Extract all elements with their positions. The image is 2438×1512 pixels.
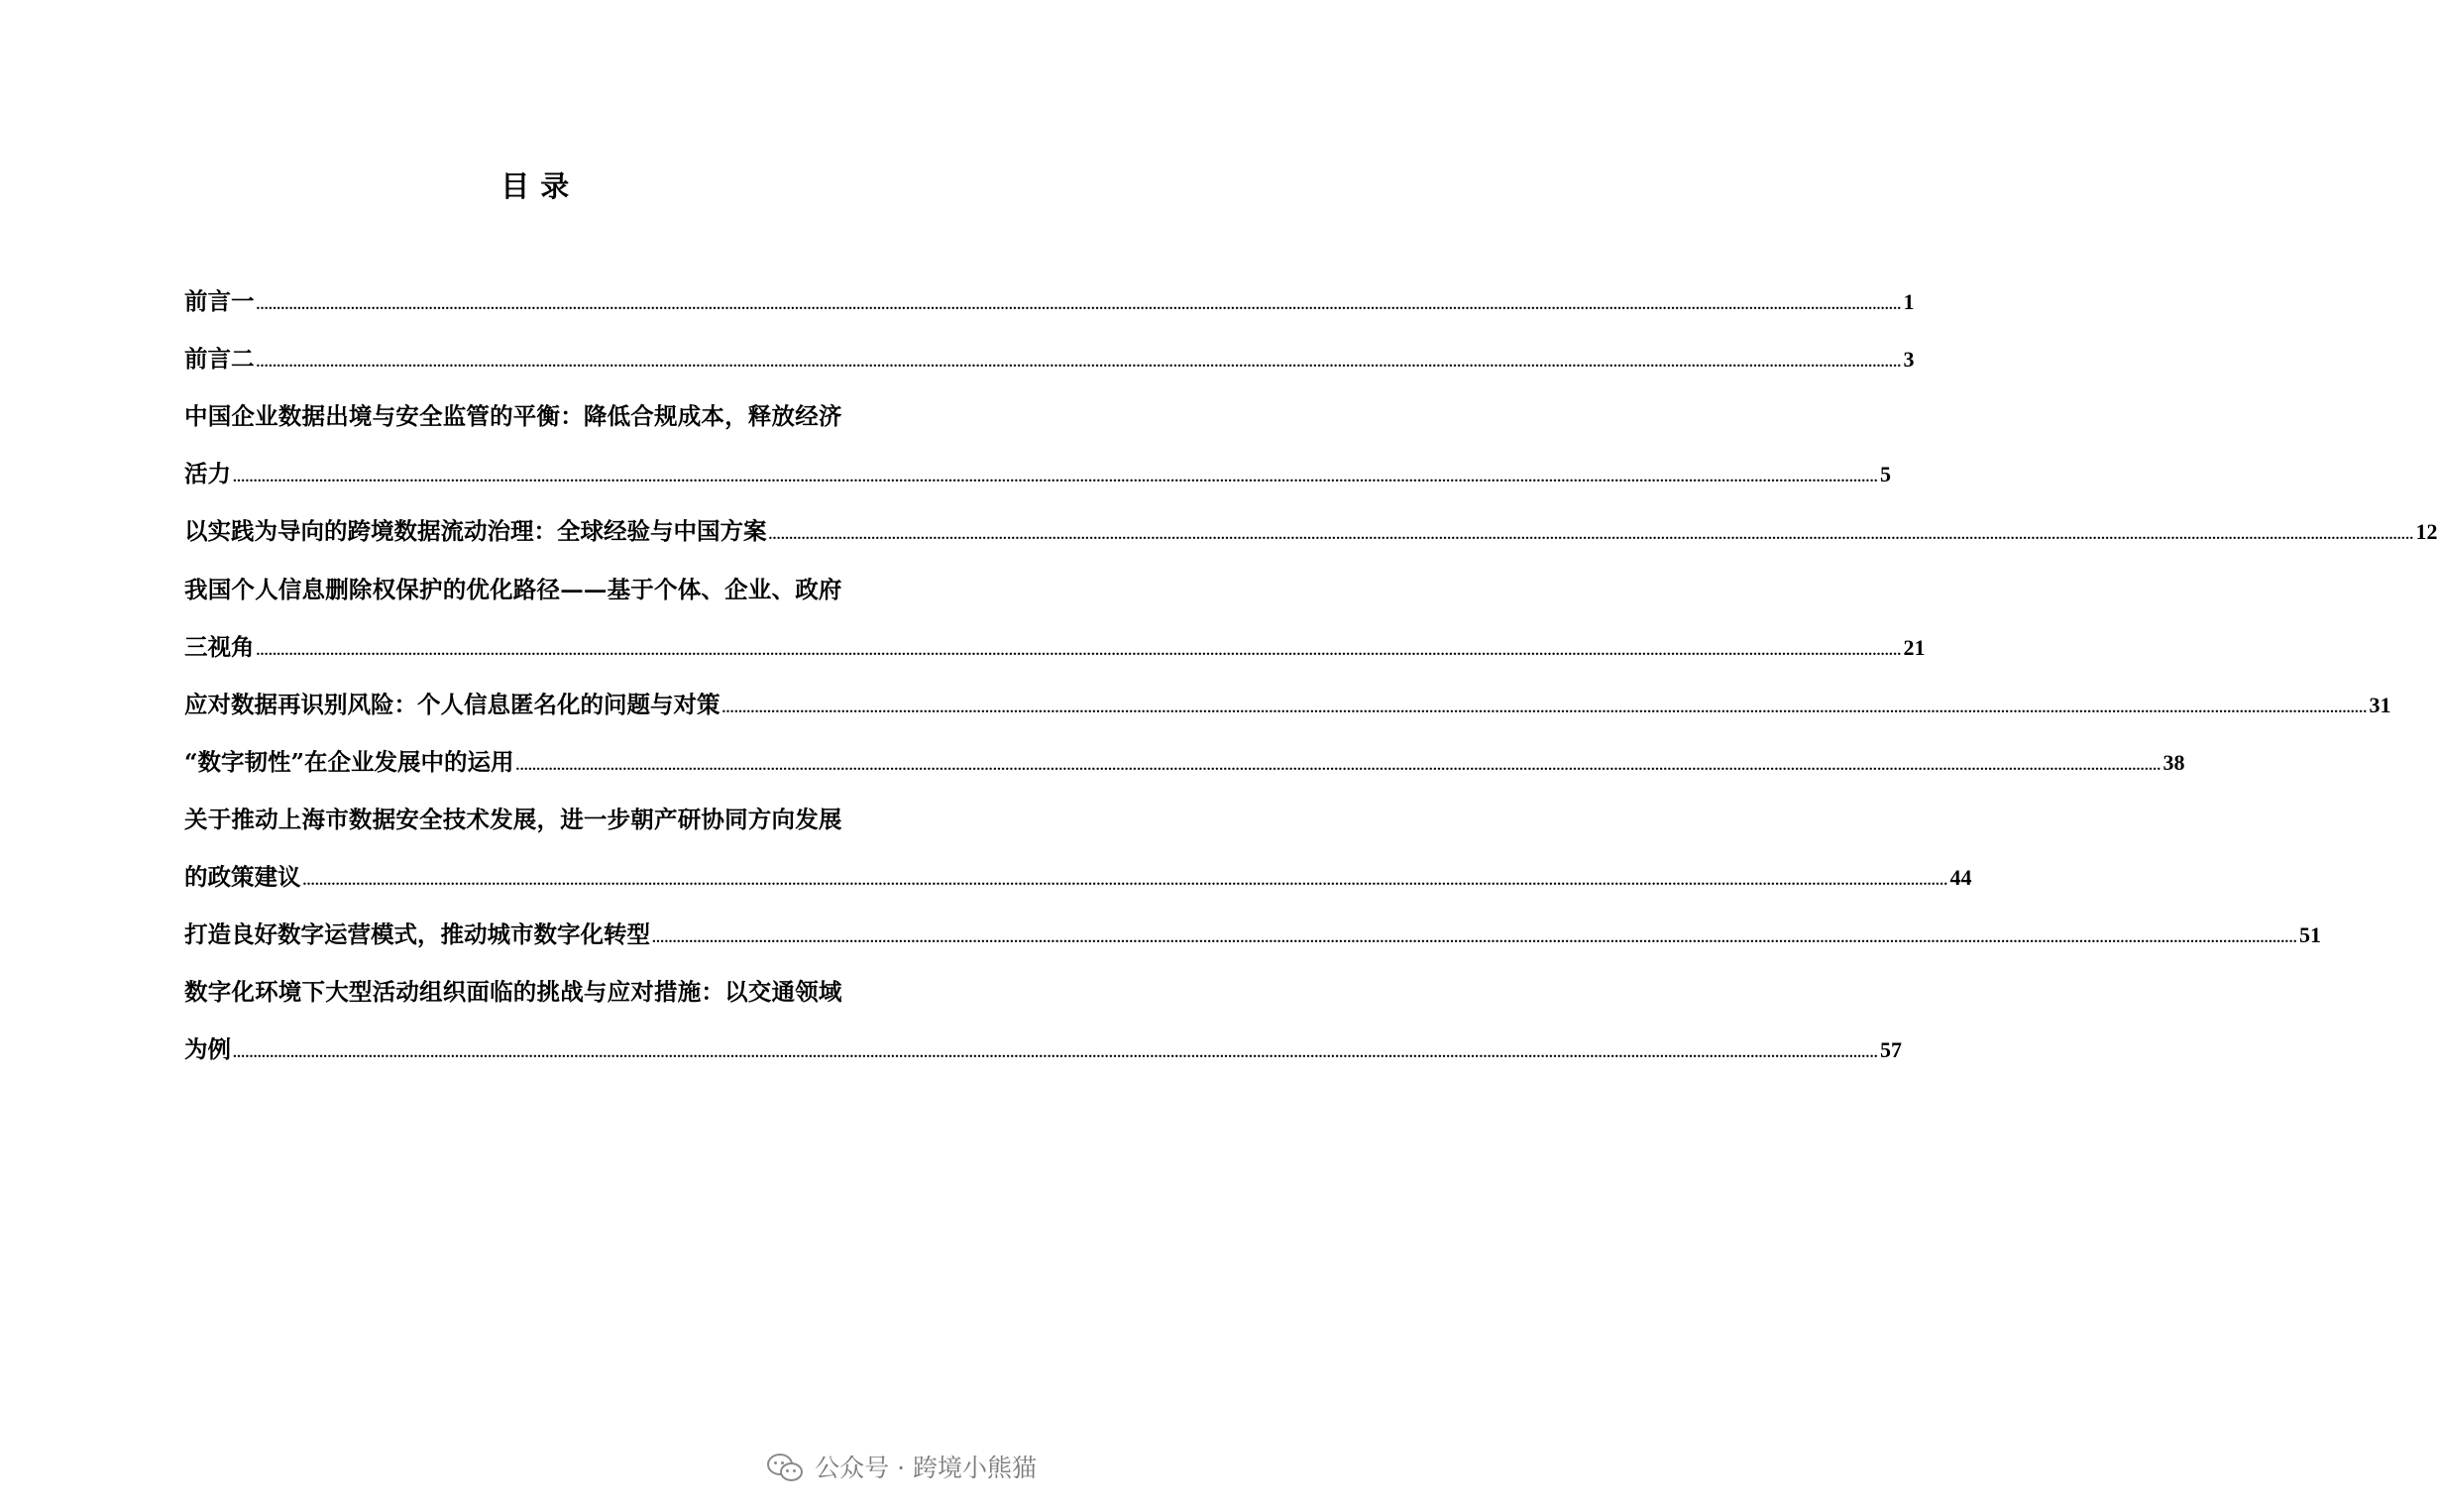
toc-page-number: 51 xyxy=(2299,922,2321,948)
toc-page-number: 12 xyxy=(2415,519,2438,545)
toc-dot-leader: ................................................................................................................................................................................................................................................................................................................................................................................................................ xyxy=(256,297,1902,313)
toc-entry[interactable] xyxy=(184,511,2438,551)
toc-entry[interactable] xyxy=(184,915,2321,954)
toc-entry-title: 前言一 xyxy=(184,287,255,315)
toc-dot-leader: ................................................................................................................................................................................................................................................................................................................................................................................................................ xyxy=(768,527,2414,544)
watermark xyxy=(767,1445,1037,1488)
page-title: 目 录 xyxy=(500,169,570,203)
toc-entry[interactable] xyxy=(184,454,1891,493)
toc-entry-line: 我国个人信息删除权保护的优化路径——基于个体、企业、政府 xyxy=(184,575,842,603)
toc-dot-leader: ................................................................................................................................................................................................................................................................................................................................................................................................................ xyxy=(233,1045,1878,1062)
watermark-text: 公众号 · 跨境小熊猫 xyxy=(815,1454,1037,1482)
toc-entry[interactable] xyxy=(184,627,1926,667)
toc-page-number: 1 xyxy=(1903,289,1915,314)
toc-entry-title: 应对数据再识别风险：个人信息匿名化的问题与对策 xyxy=(184,690,720,718)
toc-entry[interactable] xyxy=(184,1029,1902,1069)
toc-entry-line: 中国企业数据出境与安全监管的平衡：降低合规成本，释放经济 xyxy=(184,402,842,431)
toc-page-number: 38 xyxy=(2162,749,2185,775)
toc-entry-title: 活力 xyxy=(184,460,231,488)
toc-page-number: 57 xyxy=(1880,1037,1902,1063)
toc-dot-leader: ................................................................................................................................................................................................................................................................................................................................................................................................................ xyxy=(721,700,2368,716)
toc-page-number: 3 xyxy=(1903,347,1915,373)
toc-entry[interactable] xyxy=(184,685,2391,724)
toc-dot-leader: ................................................................................................................................................................................................................................................................................................................................................................................................................ xyxy=(302,873,1948,889)
toc-dot-leader: ................................................................................................................................................................................................................................................................................................................................................................................................................ xyxy=(515,757,2161,774)
toc-entry[interactable] xyxy=(184,339,1915,378)
toc-entry-title: 三视角 xyxy=(184,632,255,661)
toc-dot-leader: ................................................................................................................................................................................................................................................................................................................................................................................................................ xyxy=(233,470,1878,486)
toc-entry[interactable] xyxy=(184,857,1972,897)
toc-entry-title: 以实践为导向的跨境数据流动治理：全球经验与中国方案 xyxy=(184,517,767,546)
toc-entry[interactable] xyxy=(184,281,1915,321)
toc-dot-leader: ................................................................................................................................................................................................................................................................................................................................................................................................................ xyxy=(256,355,1902,372)
toc-entry-title: 打造良好数字运营模式，推动城市数字化转型 xyxy=(184,920,650,949)
toc-entry-title: 的政策建议 xyxy=(184,863,301,891)
toc-entry-title: “数字韧性”在企业发展中的运用 xyxy=(184,747,514,776)
toc-entry[interactable] xyxy=(184,742,2185,782)
toc-entry-line: 关于推动上海市数据安全技术发展，进一步朝产研协同方向发展 xyxy=(184,805,842,833)
toc-page-number: 44 xyxy=(1949,865,1972,890)
toc-entry-line: 数字化环境下大型活动组织面临的挑战与应对措施：以交通领域 xyxy=(184,978,842,1007)
toc-page-number: 5 xyxy=(1880,462,1891,487)
toc-page-number: 21 xyxy=(1903,634,1926,660)
wechat-icon xyxy=(767,1452,803,1481)
toc-dot-leader: ................................................................................................................................................................................................................................................................................................................................................................................................................ xyxy=(256,642,1902,659)
toc-entry-title: 为例 xyxy=(184,1035,231,1064)
toc-dot-leader: ................................................................................................................................................................................................................................................................................................................................................................................................................ xyxy=(652,930,2297,947)
toc-page-number: 31 xyxy=(2369,692,2391,717)
toc-entry-title: 前言二 xyxy=(184,345,255,374)
